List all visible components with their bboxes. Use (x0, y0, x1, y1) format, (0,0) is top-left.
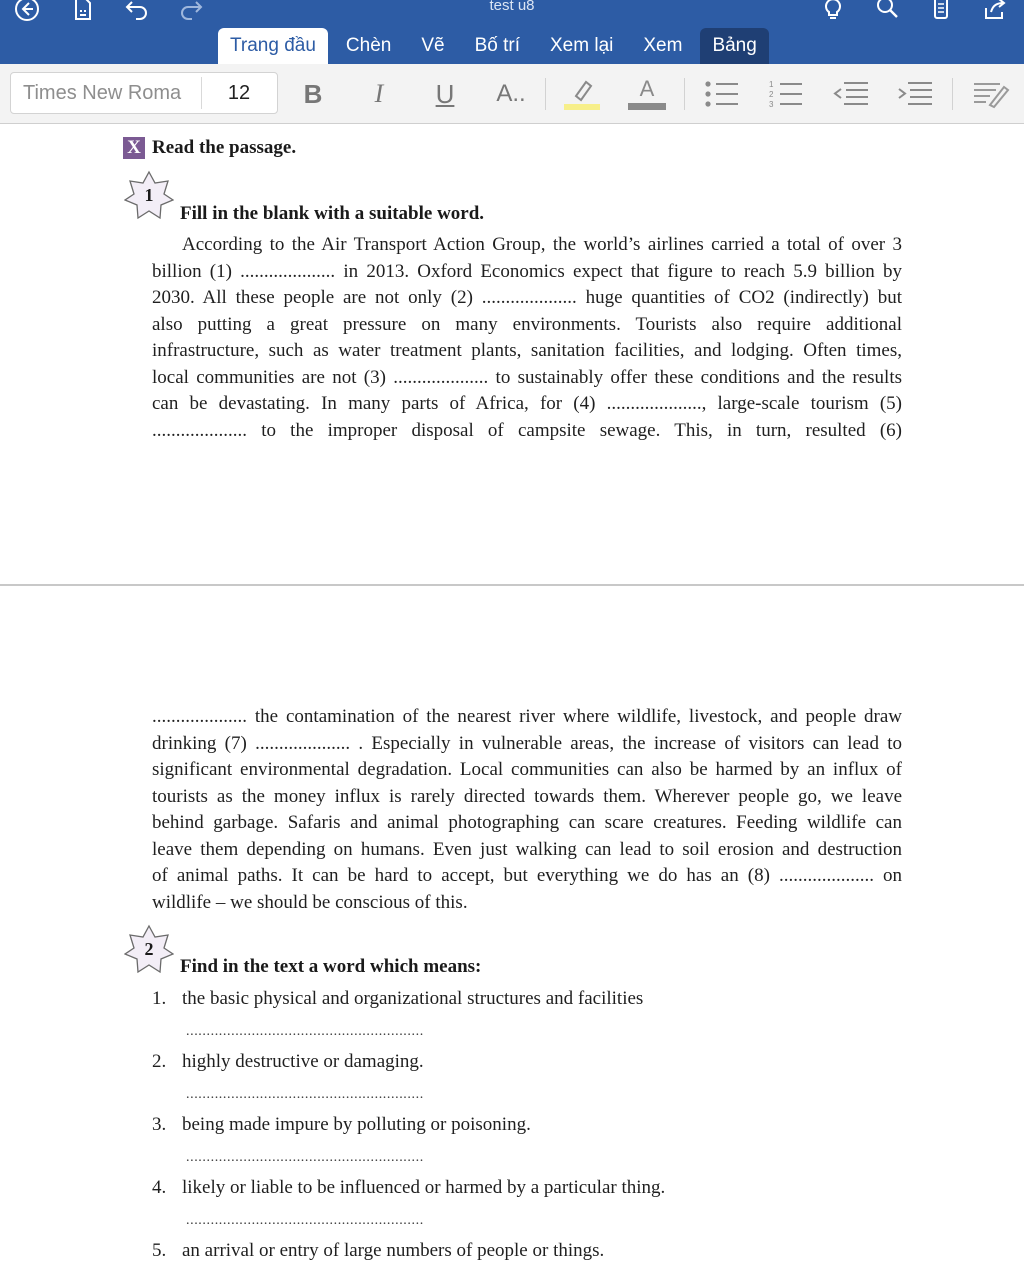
question-item (152, 1177, 665, 1199)
tab-draw[interactable]: Vẽ (421, 35, 445, 56)
passage-line: wildlife – we should be conscious of this. (152, 891, 468, 913)
task-heading: Find in the text a word which means: (180, 956, 482, 977)
italic-button[interactable]: I (374, 79, 384, 108)
section-title: Read the passage. (152, 137, 297, 158)
passage-line: 2030. All these people are not only (2) .................... huge quantities of CO2 (indirectly) but (152, 287, 902, 308)
question-item (152, 1240, 604, 1262)
question-text: an arrival or entry of large numbers of people or things. (182, 1240, 605, 1261)
question-item (152, 1114, 531, 1136)
question-number: 4. (152, 1177, 167, 1198)
tab-view[interactable]: Xem (643, 35, 683, 56)
file-icon[interactable] (68, 0, 98, 24)
passage-line: According to the Air Transport Action Group, the world’s airlines carried a total of over 3 (182, 234, 902, 255)
passage-line: .................... to the improper disposal of campsite sewage. This, in turn, resulted (6) (152, 419, 902, 441)
passage-part-2 (152, 704, 902, 916)
question-text: likely or liable to be influenced or harmed by a particular thing. (182, 1177, 666, 1198)
phone-view-icon[interactable] (926, 0, 956, 24)
passage-line: tourists as the money influx is rarely directed towards them. Wherever people go, we leave (152, 785, 902, 807)
answer-blank[interactable]: .......................................................... (186, 1024, 424, 1039)
task-number-badge (124, 170, 174, 220)
passage-line: also putting a great pressure on many environments. Tourists also require additional (152, 313, 902, 335)
question-number: 1. (152, 988, 167, 1009)
passage-line: significant environmental degradation. Local communities can also be harmed by an influx of (152, 759, 902, 780)
toolbar-divider (684, 78, 685, 110)
bullet-list-button[interactable] (704, 76, 740, 112)
numbered-list-icon (768, 79, 804, 109)
font-color-glyph: A (639, 76, 655, 101)
tab-review[interactable]: Xem lại (550, 35, 614, 56)
question-number: 5. (152, 1240, 167, 1261)
question-item (152, 1051, 424, 1073)
passage-line: of animal paths. It can be hard to accept, but everything we do has an (8) .................... on (152, 865, 902, 886)
font-divider (201, 77, 202, 109)
task-heading: Fill in the blank with a suitable word. (180, 203, 485, 224)
question-text: the basic physical and organizational structures and facilities (182, 988, 644, 1009)
tab-layout[interactable]: Bố trí (474, 35, 520, 56)
passage-part-1 (152, 232, 902, 444)
question-text: being made impure by polluting or poisoning. (182, 1114, 531, 1135)
passage-line: leave them depending on humans. Even just walking can lead to soil erosion and destruction (152, 838, 902, 860)
lightbulb-icon[interactable] (818, 0, 848, 24)
svg-text:2: 2 (769, 90, 774, 99)
formatting-toolbar (0, 64, 1024, 124)
answer-blank[interactable]: .......................................................... (186, 1150, 424, 1165)
passage-line: infrastructure, such as water treatment plants, sanitation facilities, and lodging. Often times, (152, 340, 902, 361)
ribbon-tabs (218, 28, 775, 64)
share-icon[interactable] (980, 0, 1010, 24)
document-title: test u8 (489, 0, 535, 14)
underline-button[interactable]: U (435, 78, 455, 109)
passage-line: .................... the contamination of the nearest river where wildlife, livestock, and people draw (152, 706, 902, 727)
document-page-1[interactable] (0, 125, 1024, 585)
question-number: 2. (152, 1051, 167, 1072)
section-marker: X (123, 137, 145, 159)
passage-line: billion (1) .................... in 2013. Oxford Economics expect that figure to reach 5.9 billion by (152, 260, 902, 282)
undo-icon[interactable] (122, 0, 152, 24)
styles-button[interactable] (970, 76, 1010, 112)
passage-line: drinking (7) .................... . Especially in vulnerable areas, the increase of visitors can lead to (152, 732, 902, 754)
redo-icon[interactable] (176, 0, 206, 24)
font-color-button[interactable] (627, 76, 667, 112)
font-size-field[interactable]: 12 (227, 82, 251, 104)
section-header (123, 137, 296, 159)
back-circle-icon[interactable] (12, 0, 42, 24)
task-number: 1 (144, 185, 154, 205)
title-bar (0, 0, 1024, 64)
passage-line: can be devastating. In many parts of Africa, for (4) ...................., large-scale tourism (5) (152, 393, 902, 414)
search-icon[interactable] (872, 0, 902, 24)
paragraph-styles-icon (970, 79, 1010, 109)
answer-blank[interactable]: .......................................................... (186, 1213, 424, 1228)
svg-text:1: 1 (769, 80, 774, 89)
svg-text:3: 3 (769, 100, 774, 109)
task-number-badge (124, 924, 174, 974)
passage-line: local communities are not (3) .................... to sustainably offer these conditions and the results (152, 366, 902, 388)
highlight-button[interactable] (562, 76, 602, 112)
numbered-list-button[interactable] (768, 76, 804, 112)
question-text: highly destructive or damaging. (182, 1051, 424, 1072)
decrease-indent-button[interactable] (832, 76, 870, 112)
font-name-field[interactable]: Times New Roma (23, 82, 182, 104)
font-color-swatch (628, 103, 666, 110)
text-effects-button[interactable]: A.. (496, 80, 526, 107)
bold-button[interactable]: B (303, 78, 323, 109)
passage-line: behind garbage. Safaris and animal photographing can scare creatures. Feeding wildlife can (152, 812, 902, 833)
indent-icon (896, 79, 934, 109)
highlighter-icon (562, 76, 602, 112)
tab-insert[interactable]: Chèn (345, 35, 392, 56)
tab-home[interactable]: Trang đầu (218, 28, 328, 64)
tab-table[interactable]: Bảng (700, 28, 768, 64)
increase-indent-button[interactable] (896, 76, 934, 112)
bullet-list-icon (704, 79, 740, 109)
document-page-2[interactable] (0, 586, 1024, 1280)
toolbar-divider (952, 78, 953, 110)
task-number: 2 (144, 939, 154, 959)
question-number: 3. (152, 1114, 167, 1135)
outdent-icon (832, 79, 870, 109)
answer-blank[interactable]: .......................................................... (186, 1087, 424, 1102)
toolbar-divider (545, 78, 546, 110)
question-item (152, 988, 643, 1010)
font-picker[interactable] (10, 72, 278, 114)
